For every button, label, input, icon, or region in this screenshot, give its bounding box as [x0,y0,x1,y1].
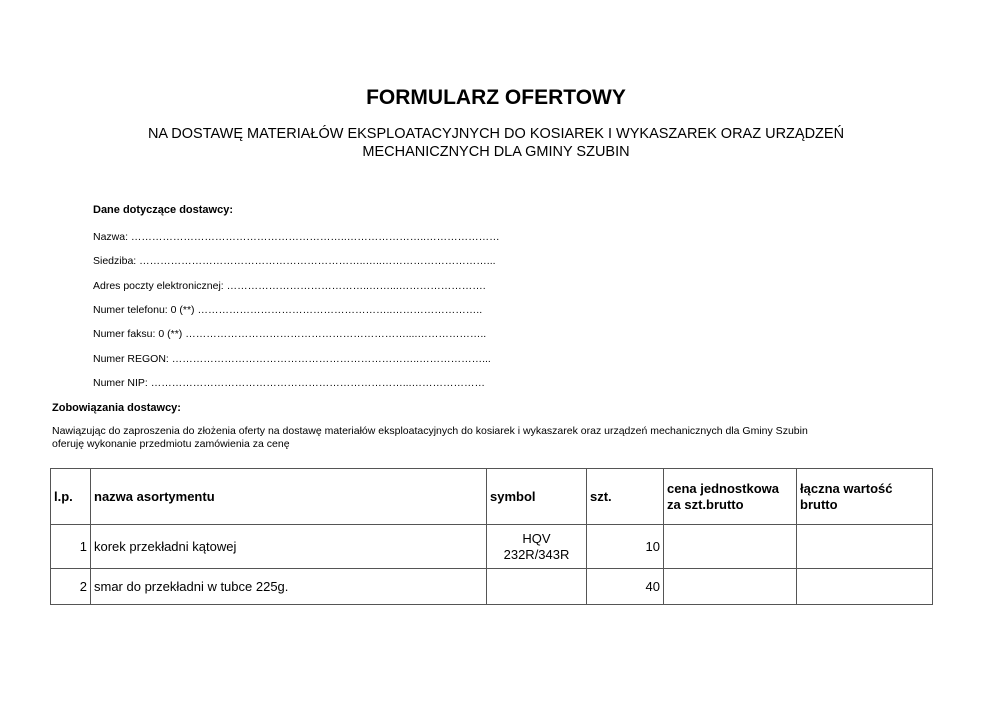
table-row [51,569,933,605]
cell-qty: 10 [587,525,664,569]
cell-total[interactable] [797,525,933,569]
supplier-heading: Dane dotyczące dostawcy: [93,204,233,216]
header-unit-price [664,469,797,525]
cell-name: korek przekładni kątowej [91,525,487,569]
cell-lp: 2 [51,569,91,605]
page-subtitle [60,125,932,161]
header-total-line-1: łączna wartość [800,480,893,496]
field-regon[interactable]: Numer REGON: ……………………………………………………………..………………... [93,353,491,365]
header-symbol: symbol [487,469,587,525]
offer-intro-line-1: Nawiązując do zaproszenia do złożenia oferty na dostawę materiałów eksploatacyjnych do kosiarek i wykaszarek oraz urządzeń mechanicznych dla Gminy Szubin [52,425,808,437]
header-name: nazwa asortymentu [91,469,487,525]
cell-unit-price[interactable] [664,525,797,569]
offer-intro-line-2: oferuję wykonanie przedmiotu zamówienia za cenę [52,438,290,450]
field-email[interactable]: Adres poczty elektronicznej: …………………………………..……...……………………. [93,280,486,292]
offer-intro [52,425,932,451]
subtitle-line-2: MECHANICZNYCH DLA GMINY SZUBIN [362,144,630,160]
cell-symbol-line-1: HQV [522,530,551,546]
cell-symbol [487,525,587,569]
table-header-row [51,469,933,525]
field-name[interactable]: Nazwa: ……………………………………………………..…………………..………………… [93,231,500,243]
field-seat[interactable]: Siedziba: ………………………………………………………..…..…………………………... [93,255,496,267]
cell-lp: 1 [51,525,91,569]
header-total [797,469,933,525]
obligations-heading: Zobowiązania dostawcy: [52,402,181,414]
cell-symbol [487,569,587,605]
table-row [51,525,933,569]
cell-unit-price[interactable] [664,569,797,605]
offer-table [50,468,933,605]
cell-symbol-line-2: 232R/343R [503,546,570,562]
header-unit-price-line-1: cena jednostkowa [667,480,779,496]
header-qty: szt. [587,469,664,525]
header-total-line-2: brutto [800,496,838,512]
cell-qty: 40 [587,569,664,605]
subtitle-line-1: NA DOSTAWĘ MATERIAŁÓW EKSPLOATACYJNYCH DO KOSIAREK I WYKASZAREK ORAZ URZĄDZEŃ [147,126,845,142]
field-nip[interactable]: Numer NIP: ………………………………………………………………...………………… [93,377,486,389]
header-lp: l.p. [51,469,91,525]
field-fax[interactable]: Numer faksu: 0 (**) ………………………………………………………....……………….. [93,328,487,340]
cell-name: smar do przekładni w tubce 225g. [91,569,487,605]
page-title: FORMULARZ OFERTOWY [366,86,626,109]
field-phone[interactable]: Numer telefonu: 0 (**) ………………………………………………..…………………….. [93,304,483,316]
header-unit-price-line-2: za szt.brutto [667,496,744,512]
cell-total[interactable] [797,569,933,605]
